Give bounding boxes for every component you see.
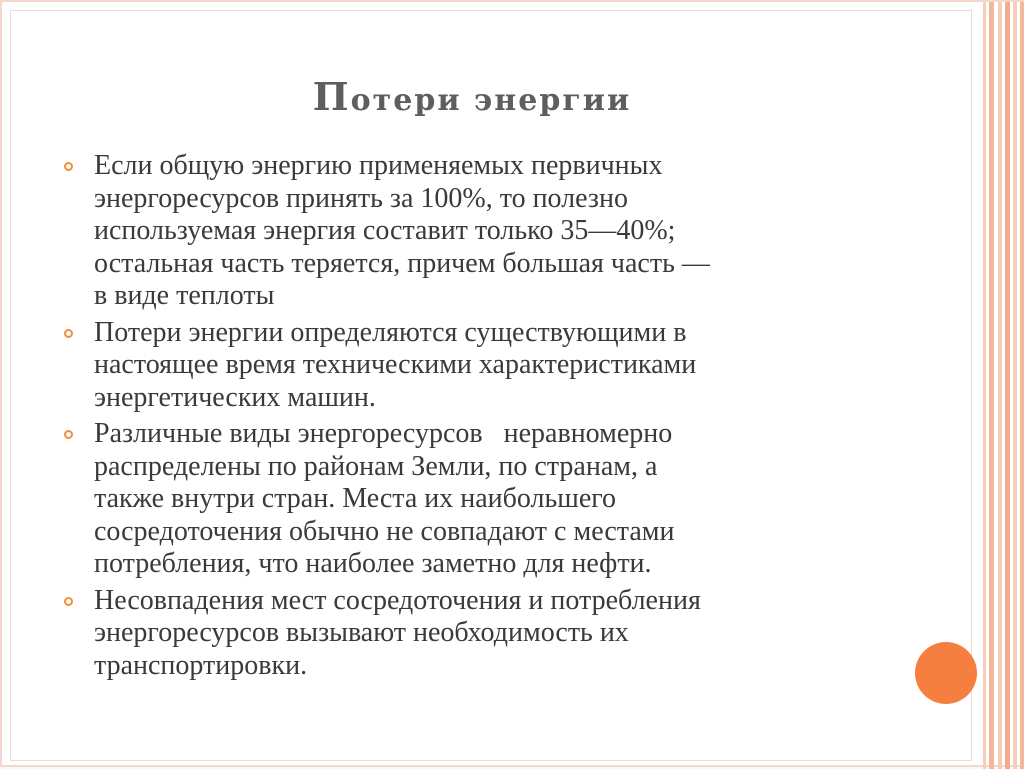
stripe: [998, 2, 1002, 769]
decorative-circle: [915, 642, 977, 704]
bullet-icon: [64, 430, 73, 439]
list-item: [64, 317, 894, 415]
line: энергоресурсов принять за 100%, то полезно: [94, 182, 628, 214]
stripe: [1020, 2, 1024, 769]
bullet-icon: [64, 162, 73, 171]
list-item: [64, 418, 894, 581]
line: Если общую энергию применяемых первичных: [94, 150, 663, 181]
title-rest: отери энергии: [350, 83, 632, 118]
bullet-icon: [64, 597, 73, 606]
stripe: [1005, 2, 1010, 769]
line: Различные виды энергоресурсов неравномерно: [94, 418, 673, 449]
line: энергетических машин.: [94, 381, 376, 413]
line: также внутри стран. Места их наибольшего: [94, 483, 617, 514]
stripe: [983, 2, 986, 769]
line: используемая энергия составит только 35—40%;: [94, 215, 676, 246]
bullet-icon: [64, 329, 73, 338]
line: энергоресурсов вызывают необходимость их: [94, 617, 629, 648]
line: транспортировки.: [94, 649, 308, 681]
list-item: [64, 150, 894, 313]
line: сосредоточения обычно не совпадают с местами: [94, 515, 675, 547]
line: в виде теплоты: [94, 280, 275, 311]
list-item: [64, 585, 894, 683]
line: потребления, что наиболее заметно для нефти.: [94, 548, 652, 579]
slide-title: [2, 74, 942, 119]
decorative-stripes: [980, 2, 1024, 769]
line: распределены по районам Земли, по странам, а: [94, 450, 658, 482]
line: Потери энергии определяются существующими в: [94, 316, 687, 348]
line: настоящее время техническими характеристиками: [94, 349, 697, 380]
stripe: [989, 2, 994, 769]
line: остальная часть теряется, причем большая часть —: [94, 247, 710, 279]
bullet-list: [64, 150, 894, 686]
line: Несовпадения мест сосредоточения и потребления: [94, 584, 701, 616]
title-initial: П: [312, 74, 351, 119]
stripe: [1013, 2, 1017, 769]
